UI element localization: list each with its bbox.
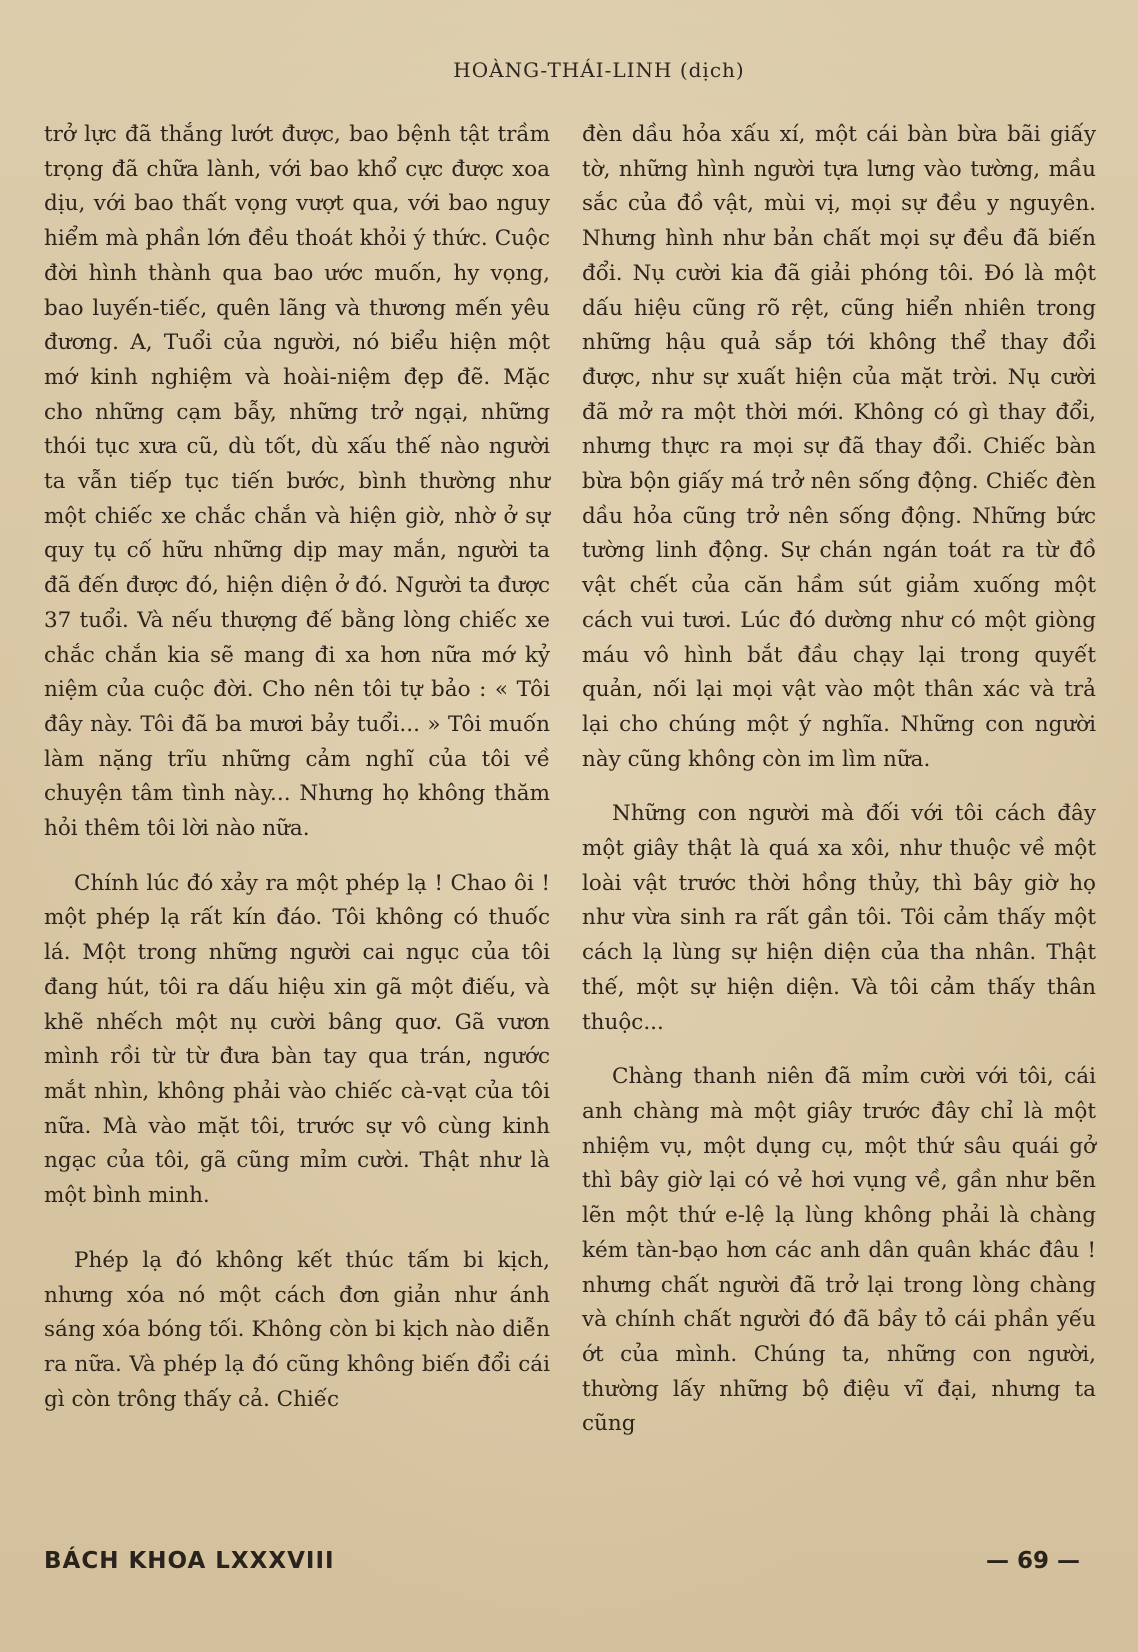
paragraph-left-1: trở lực đã thắng lướt được, bao bệnh tật trầm trọng đã chữa lành, với bao khổ cực được xoa dịu, với bao thất vọng vượt qua, với bao nguy hiểm mà phần lớn đều thoát khỏi ý thức. Cuộc đời hình thành qua bao ước muốn, hy vọng, bao luyến-tiếc, quên lãng và thương mến yêu đương. A, Tuổi của người, nó biểu hiện một mớ kinh nghiệm và hoài-niệm đẹp đẽ. Mặc cho những cạm bẫy, những trở ngại, những thói tục xưa cũ, dù tốt, dù xấu thế nào người ta vẫn tiếp tục tiến bước, bình thường như một chiếc xe chắc chắn và hiện giờ, nhờ ở sự quy tụ cố hữu những dịp may mắn, người ta đã đến được đó, hiện diện ở đó. Người ta được 37 tuổi. Và nếu thượng đế bằng lòng chiếc xe chắc chắn kia sẽ mang đi xa hơn nữa mớ kỷ niệm của cuộc đời. Cho nên tôi tự bảo : « Tôi đây này. Tôi đã ba mươi bảy tuổi... » Tôi muốn làm nặng trĩu những cảm nghĩ của tôi về chuyện tâm tình này... Nhưng họ không thăm hỏi thêm tôi lời nào nữa. — [44, 122, 550, 842]
left-column — [44, 118, 550, 1417]
publication-footer: BÁCH KHOA LXXXVIII — [44, 1548, 335, 1574]
paragraph-right-3: Chàng thanh niên đã mỉm cười với tôi, cái anh chàng mà một giây trước đây chỉ là một nhiệm vụ, một dụng cụ, một thứ sâu quái gở thì bây giờ lại có vẻ hơi vụng về, gần như bẽn lẽn một thứ e-lệ lạ lùng không phải là chàng kém tàn-bạo hơn các anh dân quân khác đâu ! nhưng chất người đã trở lại trong lòng chàng và chính chất người đó đã bầy tỏ cái phần yếu ớt của mình. Chúng ta, những con người, thường lấy những bộ điệu vĩ đại, nhưng ta cũng — [582, 1064, 1096, 1437]
paragraph-right-1: đèn dầu hỏa xấu xí, một cái bàn bừa bãi giấy tờ, những hình người tựa lưng vào tường, mầu sắc của đồ vật, mùi vị, mọi sự đều y nguyên. Nhưng hình như bản chất mọi sự đều đã biến đổi. Nụ cười kia đã giải phóng tôi. Đó là một dấu hiệu cũng rõ rệt, cũng hiển nhiên trong những hậu quả sắp tới không thể thay đổi được, như sự xuất hiện của mặt trời. Nụ cười đã mở ra một thời mới. Không có gì thay đổi, nhưng thực ra mọi sự đã thay đổi. Chiếc bàn bừa bộn giấy má trở nên sống động. Chiếc đèn dầu hỏa cũng trở nên sống động. Những bức tường linh động. Sự chán ngán toát ra từ đồ vật chết của căn hầm sút giảm xuống một cách vui tươi. Lúc đó dường như có một giòng máu vô hình bắt đầu chạy lại trong quyết quản, nối lại mọi vật vào một thân xác và trả lại cho chúng một ý nghĩa. Những con người này cũng không còn im lìm nữa. — [582, 122, 1096, 772]
paragraph-right-2: Những con người mà đối với tôi cách đây một giây thật là quá xa xôi, như thuộc về một loài vật trước thời hồng thủy, thì bây giờ họ như vừa sinh ra rất gần tôi. Tôi cảm thấy một cách lạ lùng sự hiện diện của tha nhân. Thật thế, một sự hiện diện. Và tôi cảm thấy thân thuộc... — [582, 801, 1096, 1035]
paragraph-left-2: Chính lúc đó xảy ra một phép lạ ! Chao ôi ! một phép lạ rất kín đáo. Tôi không có thuốc lá. Một trong những người cai ngục của tôi đang hút, tôi ra dấu hiệu xin gã một điếu, và khẽ nhếch một nụ cười bâng quơ. Gã vươn mình rồi từ từ đưa bàn tay qua trán, ngước mắt nhìn, không phải vào chiếc cà-vạt của tôi nữa. Mà vào mặt tôi, trước sự vô cùng kinh ngạc của tôi, gã cũng mỉm cười. Thật như là một bình minh. — [44, 870, 550, 1209]
right-column — [582, 118, 1096, 1442]
running-head: HOÀNG-THÁI-LINH (dịch) — [453, 58, 745, 82]
page-number: — 69 — — [985, 1548, 1080, 1574]
paragraph-left-3: Phép lạ đó không kết thúc tấm bi kịch, nhưng xóa nó một cách đơn giản như ánh sáng xóa bóng tối. Không còn bi kịch nào diễn ra nữa. Và phép lạ đó cũng không biến đổi cái gì còn trông thấy cả. Chiếc — [44, 1247, 550, 1412]
